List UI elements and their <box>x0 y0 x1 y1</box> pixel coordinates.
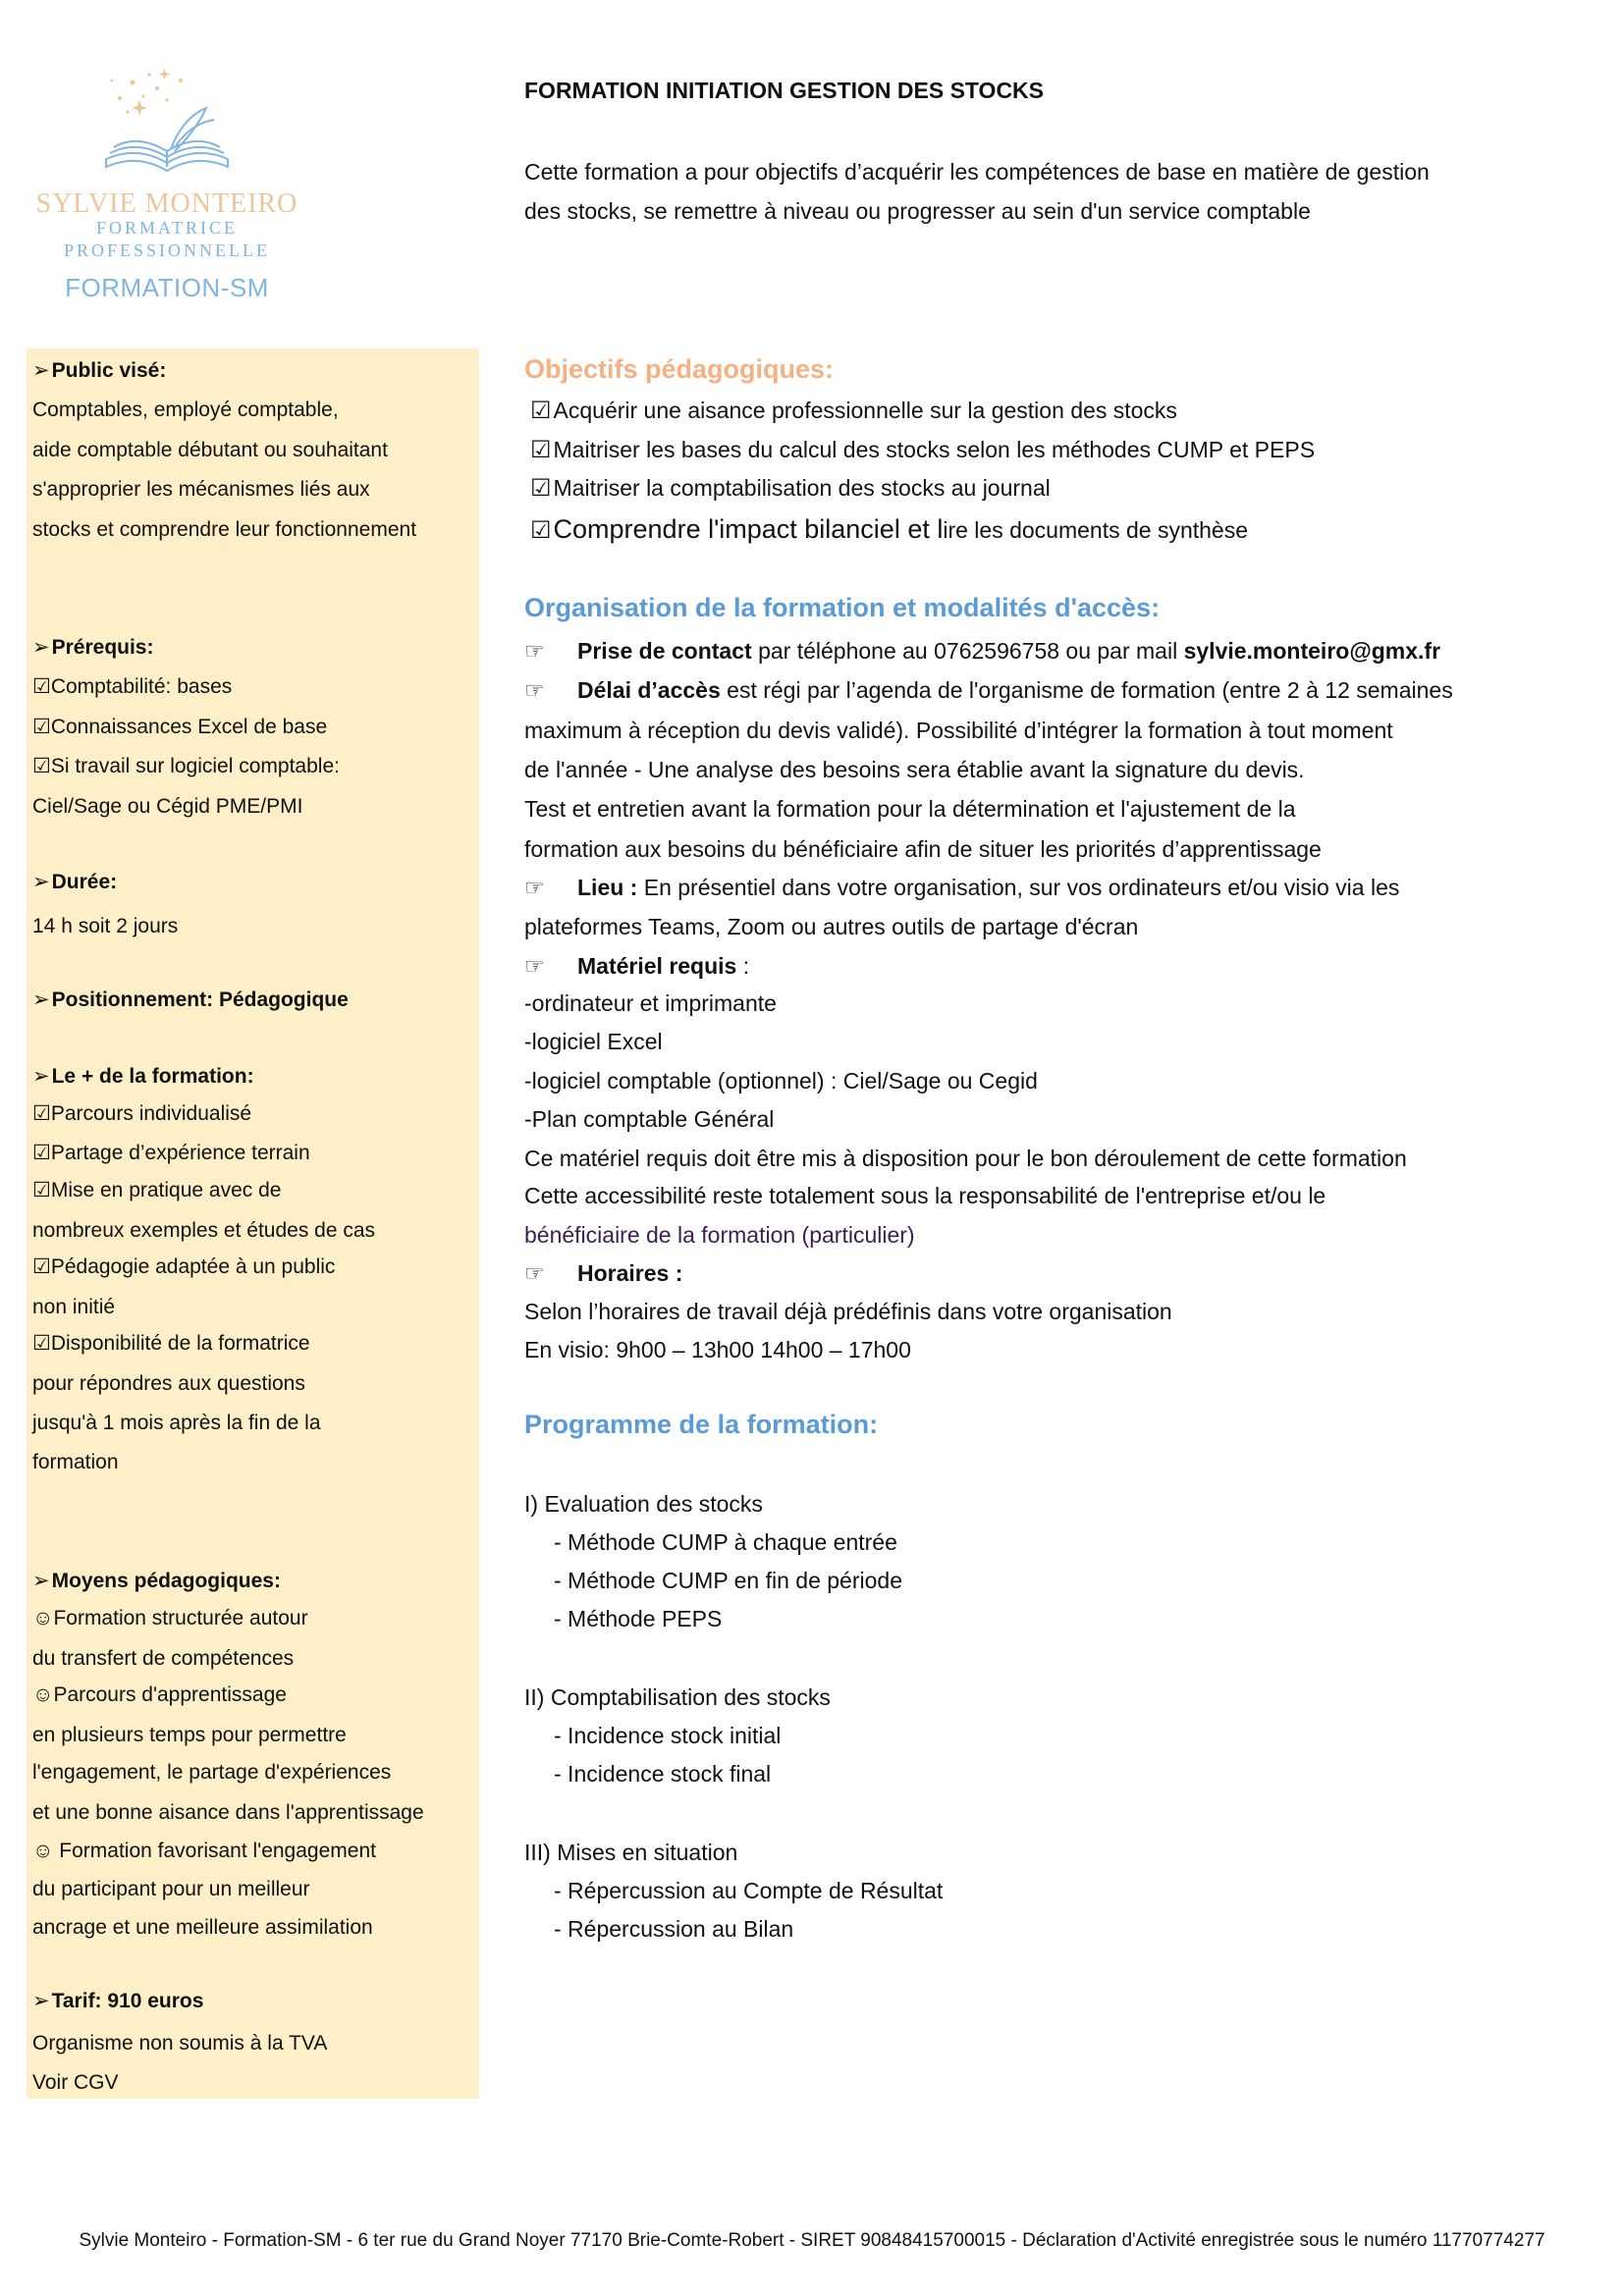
tarif-line: Organisme non soumis à la TVA <box>32 2032 328 2055</box>
moyens-heading: ➢Moyens pédagogiques: <box>32 1570 281 1592</box>
hand-pointer-icon: ☞ <box>524 1260 545 1286</box>
plus-line: pour répondres aux questions <box>32 1372 305 1395</box>
check-box-icon: ☑ <box>530 398 552 424</box>
logo <box>29 69 304 314</box>
intro-line-1: Cette formation a pour objectifs d’acquérir les compétences de base en matière de gestion <box>524 159 1430 185</box>
materiel-item: -ordinateur et imprimante <box>524 990 777 1016</box>
programme-item: - Incidence stock final <box>554 1761 772 1787</box>
public-line: Comptables, employé comptable, <box>32 399 339 421</box>
logo-name: SYLVIE MONTEIRO <box>35 188 298 219</box>
delai-text-line: formation aux besoins du bénéficiaire afin de situer les priorités d’apprentissage <box>524 836 1322 862</box>
materiel-item: -Plan comptable Général <box>524 1106 775 1132</box>
moyens-line: ancrage et une meilleure assimilation <box>32 1916 373 1939</box>
logo-subtitle-1: FORMATRICE <box>95 218 239 238</box>
tarif-line: Voir CGV <box>32 2071 119 2094</box>
materiel-note: Ce matériel requis doit être mis à disposition pour le bon déroulement de cette formation <box>524 1146 1407 1171</box>
delai-text-line: de l'année - Une analyse des besoins sera établie avant la signature du devis. <box>524 757 1305 782</box>
plus-heading: ➢Le + de la formation: <box>32 1065 254 1088</box>
public-line: s'approprier les mécanismes liés aux <box>32 478 370 501</box>
check-box-icon: ☑ <box>530 517 552 544</box>
arrow-icon: ➢ <box>32 1570 50 1592</box>
objectif-item: ☑Acquérir une aisance professionnelle sur la gestion des stocks <box>530 398 1177 424</box>
prereq-item: ☑Si travail sur logiciel comptable: <box>32 755 340 777</box>
hand-pointer-icon: ☞ <box>524 953 545 979</box>
prereq-heading: ➢Prérequis: <box>32 636 154 659</box>
organisation-heading: Organisation de la formation et modalités d'accès: <box>524 593 1161 622</box>
open-book-icon <box>98 69 236 187</box>
plus-line: non initié <box>32 1296 116 1318</box>
objectif-item: ☑Comprendre l'impact bilanciel et lire les documents de synthèse <box>530 514 1249 544</box>
programme-section: III) Mises en situation <box>524 1840 738 1865</box>
prereq-extra: Ciel/Sage ou Cégid PME/PMI <box>32 795 303 818</box>
plus-line: ☑Mise en pratique avec de <box>32 1179 282 1201</box>
materiel-note: Cette accessibilité reste totalement sous la responsabilité de l'entreprise et/ou le <box>524 1183 1326 1208</box>
duree-heading: ➢Durée: <box>32 871 118 893</box>
moyens-line: ☺Formation structurée autour <box>32 1607 308 1629</box>
duree-value: 14 h soit 2 jours <box>32 915 179 937</box>
plus-line: ☑Partage d’expérience terrain <box>32 1142 310 1164</box>
check-box-icon: ☑ <box>530 475 552 502</box>
check-box-icon: ☑ <box>530 437 552 463</box>
moyens-line: ☺Parcours d'apprentissage <box>32 1683 287 1706</box>
arrow-icon: ➢ <box>32 359 50 382</box>
delai-text-line: maximum à réception du devis validé). Possibilité d’intégrer la formation à tout moment <box>524 718 1393 743</box>
arrow-icon: ➢ <box>32 1065 50 1088</box>
programme-heading: Programme de la formation: <box>524 1410 879 1439</box>
tarif-heading: ➢Tarif: 910 euros <box>32 1990 204 2012</box>
horaires-text: En visio: 9h00 – 13h00 14h00 – 17h00 <box>524 1337 911 1362</box>
programme-item: - Incidence stock initial <box>554 1723 782 1748</box>
arrow-icon: ➢ <box>32 871 50 893</box>
materiel-item: -logiciel Excel <box>524 1029 663 1054</box>
objectifs-heading: Objectifs pédagogiques: <box>524 354 835 384</box>
prereq-item: ☑Connaissances Excel de base <box>32 716 328 738</box>
plus-line: ☑Disponibilité de la formatrice <box>32 1332 310 1355</box>
footer: Sylvie Monteiro - Formation-SM - 6 ter rue du Grand Noyer 77170 Brie-Comte-Robert - SIRET 90848415700015 - Déclaration d'Activité enregistrée sous le numéro 11770774277 <box>79 2230 1545 2251</box>
materiel-line: ☞ Matériel requis : <box>524 953 750 979</box>
arrow-icon: ➢ <box>32 636 50 659</box>
delai-line: ☞ Délai d’accès est régi par l’agenda de l'organisme de formation (entre 2 à 12 semaines <box>524 677 1453 703</box>
intro-line-2: des stocks, se remettre à niveau ou progresser au sein d'un service comptable <box>524 198 1311 224</box>
objectif-item: ☑Maitriser les bases du calcul des stocks selon les méthodes CUMP et PEPS <box>530 437 1316 463</box>
materiel-note-purple: bénéficiaire de la formation (particulier) <box>524 1222 915 1248</box>
positionnement-heading: ➢Positionnement: Pédagogique <box>32 988 349 1011</box>
materiel-item: -logiciel comptable (optionnel) : Ciel/Sage ou Cegid <box>524 1068 1038 1094</box>
programme-item: - Répercussion au Bilan <box>554 1916 794 1942</box>
contact-email: sylvie.monteiro@gmx.fr <box>1183 638 1441 664</box>
check-box-icon: ☑ <box>32 755 51 777</box>
prereq-item: ☑Comptabilité: bases <box>32 675 233 698</box>
hand-pointer-icon: ☞ <box>524 875 545 900</box>
programme-section: II) Comptabilisation des stocks <box>524 1684 831 1710</box>
logo-subtitle-2: PROFESSIONNELLE <box>63 240 270 260</box>
programme-item: - Méthode PEPS <box>554 1606 723 1631</box>
programme-item: - Méthode CUMP en fin de période <box>554 1568 902 1593</box>
lieu-line-2: plateformes Teams, Zoom ou autres outils de partage d'écran <box>524 914 1139 939</box>
horaires-text: Selon l’horaires de travail déjà prédéfinis dans votre organisation <box>524 1299 1172 1324</box>
plus-line: jusqu'à 1 mois après la fin de la <box>32 1412 321 1434</box>
moyens-line: ☺ Formation favorisant l'engagement <box>32 1840 376 1862</box>
delai-text-line: Test et entretien avant la formation pour la détermination et l'ajustement de la <box>524 796 1296 822</box>
objectif-item: ☑Maitriser la comptabilisation des stocks au journal <box>530 475 1051 502</box>
sidebar-panel <box>27 348 479 2099</box>
arrow-icon: ➢ <box>32 1990 50 2012</box>
logo-brand: FORMATION-SM <box>65 273 269 302</box>
programme-item: - Méthode CUMP à chaque entrée <box>554 1529 897 1555</box>
moyens-line: l'engagement, le partage d'expériences <box>32 1761 392 1784</box>
check-box-icon: ☑ <box>32 675 51 698</box>
lieu-line: ☞ Lieu : En présentiel dans votre organisation, sur vos ordinateurs et/ou visio via les <box>524 875 1400 900</box>
arrow-icon: ➢ <box>32 988 50 1011</box>
plus-line: ☑Parcours individualisé <box>32 1102 252 1125</box>
horaires-line: ☞ Horaires : <box>524 1260 683 1286</box>
document-title: FORMATION INITIATION GESTION DES STOCKS <box>524 78 1045 103</box>
moyens-line: et une bonne aisance dans l'apprentissage <box>32 1801 424 1824</box>
programme-section: I) Evaluation des stocks <box>524 1491 763 1517</box>
moyens-line: en plusieurs temps pour permettre <box>32 1724 347 1746</box>
plus-line: ☑Pédagogie adaptée à un public <box>32 1255 336 1278</box>
plus-line: nombreux exemples et études de cas <box>32 1219 376 1242</box>
public-line: stocks et comprendre leur fonctionnement <box>32 518 417 541</box>
contact-line: ☞ Prise de contact par téléphone au 0762596758 ou par mail sylvie.monteiro@gmx.fr <box>524 638 1441 664</box>
moyens-line: du transfert de compétences <box>32 1647 295 1670</box>
hand-pointer-icon: ☞ <box>524 677 545 703</box>
moyens-line: du participant pour un meilleur <box>32 1878 310 1900</box>
programme-item: - Répercussion au Compte de Résultat <box>554 1878 944 1903</box>
check-box-icon: ☑ <box>32 716 51 738</box>
plus-line: formation <box>32 1451 119 1473</box>
public-heading: ➢Public visé: <box>32 359 167 382</box>
public-line: aide comptable débutant ou souhaitant <box>32 439 388 461</box>
hand-pointer-icon: ☞ <box>524 638 545 664</box>
